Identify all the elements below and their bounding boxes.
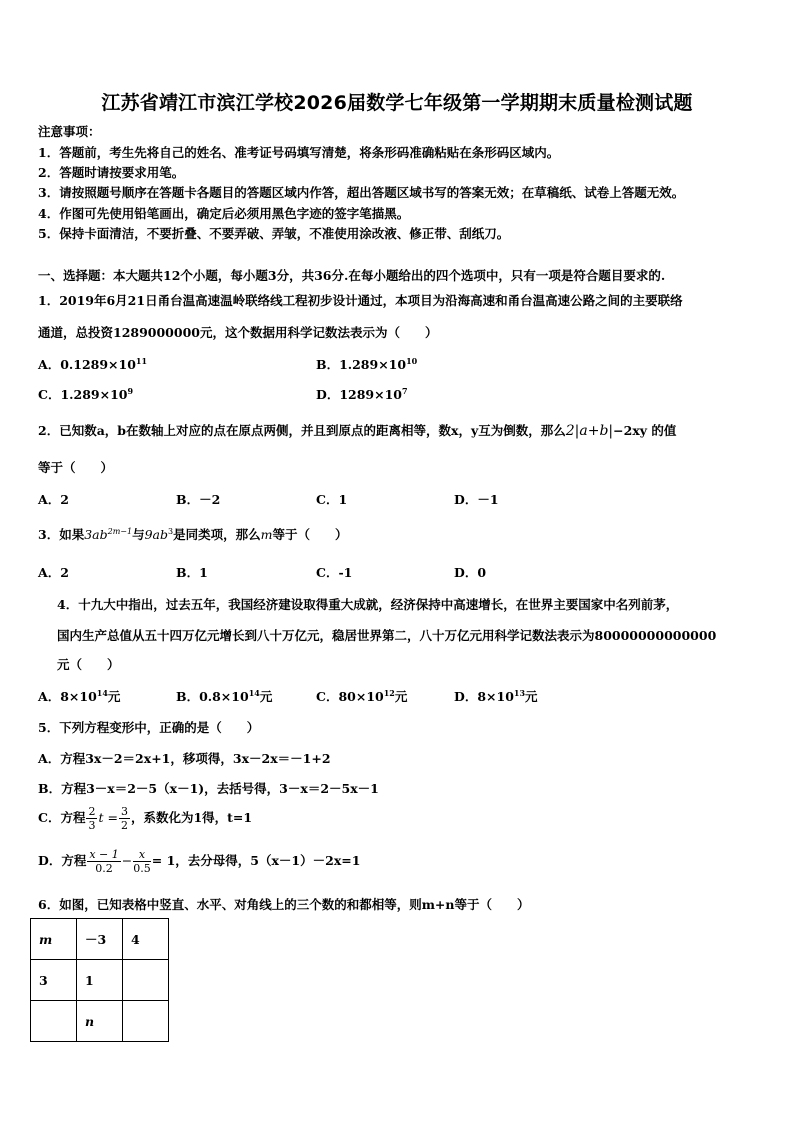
q2-option-a: A．2 xyxy=(38,492,69,507)
table-cell xyxy=(31,1001,77,1042)
q4-option-b: B．$0.8\times 10^{14}$元 xyxy=(176,687,273,704)
notes-item-3: 3．请按照题号顺序在答题卡各题目的答题区域内作答，超出答题区域书写的答案无效；在草稿纸、试卷上答题无效。 xyxy=(38,185,685,200)
q4-stem-line1: 4．十九大中指出，过去五年，我国经济建设取得重大成就，经济保持中高速增长，在世界主要国家中名列前茅， xyxy=(57,597,679,612)
q1-stem-line1: 1．2019年6月21日甬台温高速温岭联络线工程初步设计通过，本项目为沿海高速和甬台温高速公路之间的主要联络 xyxy=(38,293,683,308)
q2-expression: 2|a+b| xyxy=(565,423,614,439)
q2-option-c: C．1 xyxy=(316,492,348,507)
q6-stem: 6．如图，已知表格中竖直、水平、对角线上的三个数的和都相等，则m+n等于（ ） xyxy=(38,897,530,912)
notes-item-2: 2．答题时请按要求用笔。 xyxy=(38,165,185,180)
q1-option-d: D．$1289\times 10^7$ xyxy=(316,385,408,402)
notes-item-4: 4．作图可先使用铅笔画出，确定后必须用黑色字迹的签字笔描黑。 xyxy=(38,206,410,221)
q5-option-a: A．方程3x－2＝2x+1，移项得，3x－2x＝－1+2 xyxy=(38,751,331,766)
q4-stem-line2: 国内生产总值从五十四万亿元增长到八十万亿元，稳居世界第二，八十万亿元用科学记数法表示为80000000000000 xyxy=(57,628,717,643)
q2-stem-line2: 等于（ ） xyxy=(38,460,114,475)
table-cell: m xyxy=(31,919,77,960)
q4-option-a: A．$8\times 10^{14}$元 xyxy=(38,687,121,704)
page-title: 江苏省靖江市滨江学校2026届数学七年级第一学期期末质量检测试题 xyxy=(101,92,693,114)
magic-square-table xyxy=(30,918,169,1042)
q5-stem: 5．下列方程变形中，正确的是（ ） xyxy=(38,720,260,735)
table-cell xyxy=(123,1001,169,1042)
q3-option-c: C．-1 xyxy=(316,565,353,580)
table-cell: 1 xyxy=(77,960,123,1001)
q2-stem-line1: 2．已知数a，b在数轴上对应的点在原点两侧，并且到原点的距离相等，数x，y互为倒数，那么2|a+b|−2xy 的值 xyxy=(38,423,677,439)
table-row xyxy=(31,1001,169,1042)
q5-option-b: B．方程3－x＝2－5（x－1)，去括号得，3－x＝2－5x－1 xyxy=(38,781,379,796)
q3-option-b: B．1 xyxy=(176,565,208,580)
q4-stem-line3: 元（ ） xyxy=(57,657,120,672)
q2-option-d: D．－1 xyxy=(454,492,499,507)
q1-option-c: C．$1.289\times 10^9$ xyxy=(38,385,134,402)
q3-option-d: D．0 xyxy=(454,565,487,580)
table-cell: 4 xyxy=(123,919,169,960)
q1-stem-line2: 通道，总投资1289000000元，这个数据用科学记数法表示为（ ） xyxy=(38,325,438,340)
table-cell: n xyxy=(77,1001,123,1042)
table-cell: －3 xyxy=(77,919,123,960)
q4-option-c: C．$80\times 10^{12}$元 xyxy=(316,687,408,704)
table-cell: 3 xyxy=(31,960,77,1001)
notes-item-5: 5．保持卡面清洁，不要折叠、不要弄破、弄皱，不准使用涂改液、修正带、刮纸刀。 xyxy=(38,226,510,241)
q1-option-a: A．$0.1289\times 10^{11}$ xyxy=(38,355,148,372)
table-row xyxy=(31,960,169,1001)
notes-item-1: 1．答题前，考生先将自己的姓名、准考证号码填写清楚，将条形码准确粘贴在条形码区域内。 xyxy=(38,145,560,160)
table-row xyxy=(31,919,169,960)
q2-option-b: B．－2 xyxy=(176,492,221,507)
q5-option-d: D．方程 $\frac{x - 1}{0.2}$ − $\frac{x}{0.5}$ = 1，去分母得，5（x－1）－2x=1 xyxy=(38,848,361,875)
section-heading: 一、选择题：本大题共12个小题，每小题3分，共36分.在每小题给出的四个选项中，只有一项是符合题目要求的. xyxy=(38,268,666,283)
q5-option-c: C．方程 $\frac{2}{3}$ t = $\frac{3}{2}$ ，系数化为1得，t=1 xyxy=(38,805,253,832)
q3-option-a: A．2 xyxy=(38,565,69,580)
q3-stem: 3．如果$3ab^{2m-1}$与$9ab^3$是同类项，那么m等于（ ） xyxy=(38,526,348,542)
q1-option-b: B．$1.289\times 10^{10}$ xyxy=(316,355,418,372)
notes-heading: 注意事项： xyxy=(38,124,101,139)
q4-option-d: D．$8\times 10^{13}$元 xyxy=(454,687,538,704)
table-cell xyxy=(123,960,169,1001)
